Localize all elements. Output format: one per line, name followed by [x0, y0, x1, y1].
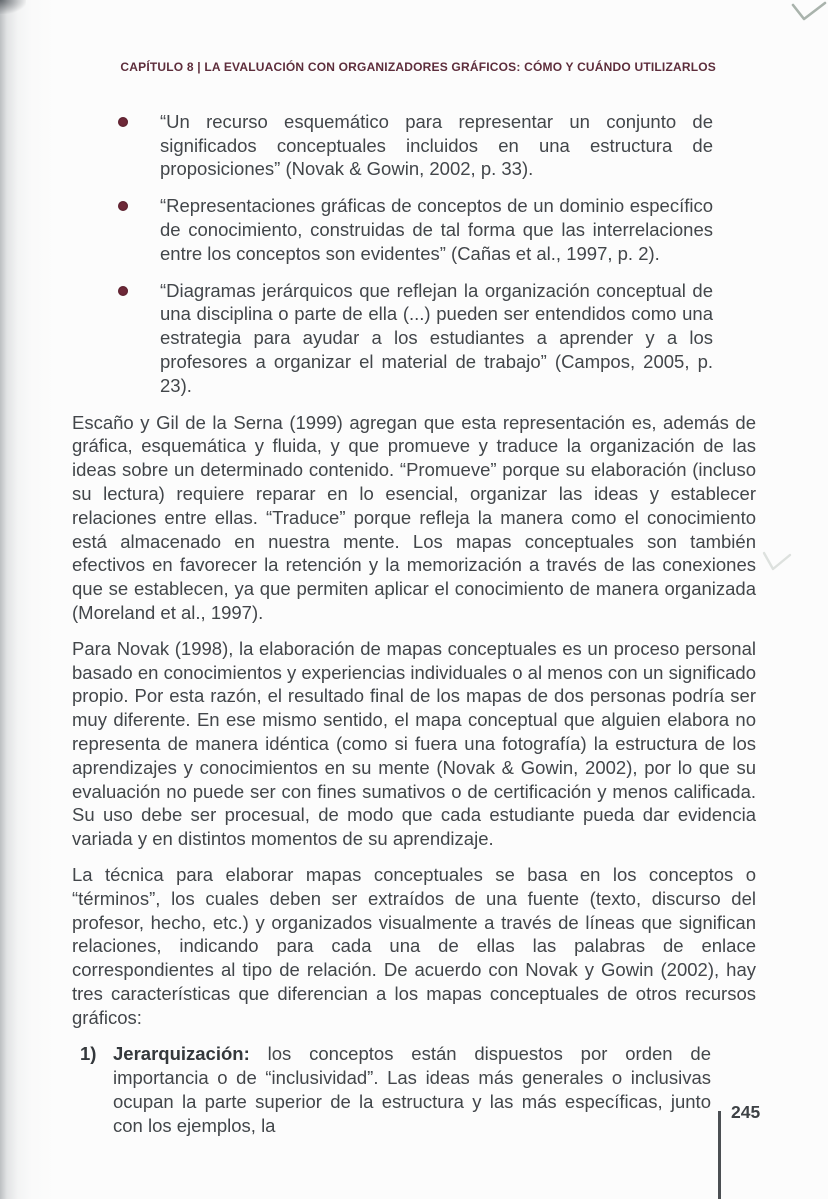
item-lead-term: Jerarquización: — [113, 1043, 250, 1065]
body-paragraph: Para Novak (1998), la elaboración de mapas conceptuales es un proceso personal basado en conocimientos y experiencias individuales o al menos con un significado propio. Por esta razón, el resultado final de los mapas de dos personas podría ser muy diferente. En ese mismo sentido, el mapa conceptual que alguien elabora no representa de manera idéntica (como si fuera una fotografía) la estructura de los aprendizajes y conocimientos en su mente (Novak & Gowin, 2002), por lo que su evaluación no puede ser con fines sumativos o de certificación y menos calificada. Su uso debe ser procesual, de modo que cada estudiante pueda dar evidencia variada y en distintos momentos de su aprendizaje. — [72, 637, 756, 850]
numbered-item — [72, 1042, 711, 1137]
item-text: los conceptos están dispuestos por orden de importancia o de “inclusividad”. Las ideas más generales o inclusivas ocupan la parte superior de la estructura y las más específicas, junto con los ejemplos, la — [113, 1043, 712, 1136]
running-header: CAPÍTULO 8 | LA EVALUACIÓN CON ORGANIZADORES GRÁFICOS: CÓMO Y CUÁNDO UTILIZARLOS — [120, 60, 716, 74]
body-paragraph: La técnica para elaborar mapas conceptuales se basa en los conceptos o “términos”, los cuales deben ser extraídos de una fuente (texto, discurso del profesor, hecho, etc.) y organizados visualmente a través de líneas que significan relaciones, indicando para cada una de ellas las palabras de enlace correspondientes al tipo de relación. De acuerdo con Novak y Gowin (2002), hay tres características que diferencian a los mapas conceptuales de otros recursos gráficos: — [72, 863, 756, 1028]
definition-quote-list — [72, 110, 713, 398]
faint-pen-mark-icon — [759, 545, 795, 581]
body-paragraph: Escaño y Gil de la Serna (1999) agregan que esta representación es, además de gráfica, esquemática y fluida, y que promueve y traduce la organización de las ideas sobre un determinado contenido. “Promueve” porque su elaboración (incluso su lectura) requiere reparar en lo esencial, organizar las ideas y establecer relaciones entre ellas. “Traduce” porque refleja la manera como el conocimiento está almacenado en nuestra mente. Los mapas conceptuales son también efectivos en favorecer la retención y la memorización a través de las conexiones que se establecen, ya que permiten aplicar el conocimiento de manera organizada (Moreland et al., 1997). — [72, 411, 756, 623]
bullet-icon — [118, 201, 128, 211]
pen-checkmark-icon — [787, 0, 828, 42]
quote-item — [72, 194, 713, 265]
page-content — [72, 0, 756, 1138]
page-number: 245 — [731, 1102, 761, 1122]
quote-text: “Diagramas jerárquicos que reflejan la organización conceptual de una disciplina o parte de ella (...) pueden ser entendidos como una estrategia para ayudar a los estudiantes a aprender y a los profesores a organizar el material de trabajo” (Campos, 2005, p. 23). — [160, 279, 713, 396]
quote-item — [72, 110, 713, 181]
footer-rule — [718, 1111, 721, 1199]
bullet-icon — [118, 286, 128, 296]
bullet-icon — [118, 117, 128, 127]
item-number: 1) — [80, 1043, 97, 1065]
item-body — [113, 1042, 711, 1137]
quote-text: “Un recurso esquemático para representar un conjunto de significados conceptuales incluidos en una estructura de proposiciones” (Novak & Gowin, 2002, p. 33). — [160, 110, 713, 180]
scan-corner-shadow — [0, 0, 26, 14]
page-spine-shadow — [0, 0, 58, 1199]
quote-text: “Representaciones gráficas de conceptos de un dominio específico de conocimiento, construidas de tal forma que las interrelaciones entre los conceptos son evidentes” (Cañas et al., 1997, p. 2). — [160, 195, 713, 264]
quote-item — [72, 279, 713, 398]
